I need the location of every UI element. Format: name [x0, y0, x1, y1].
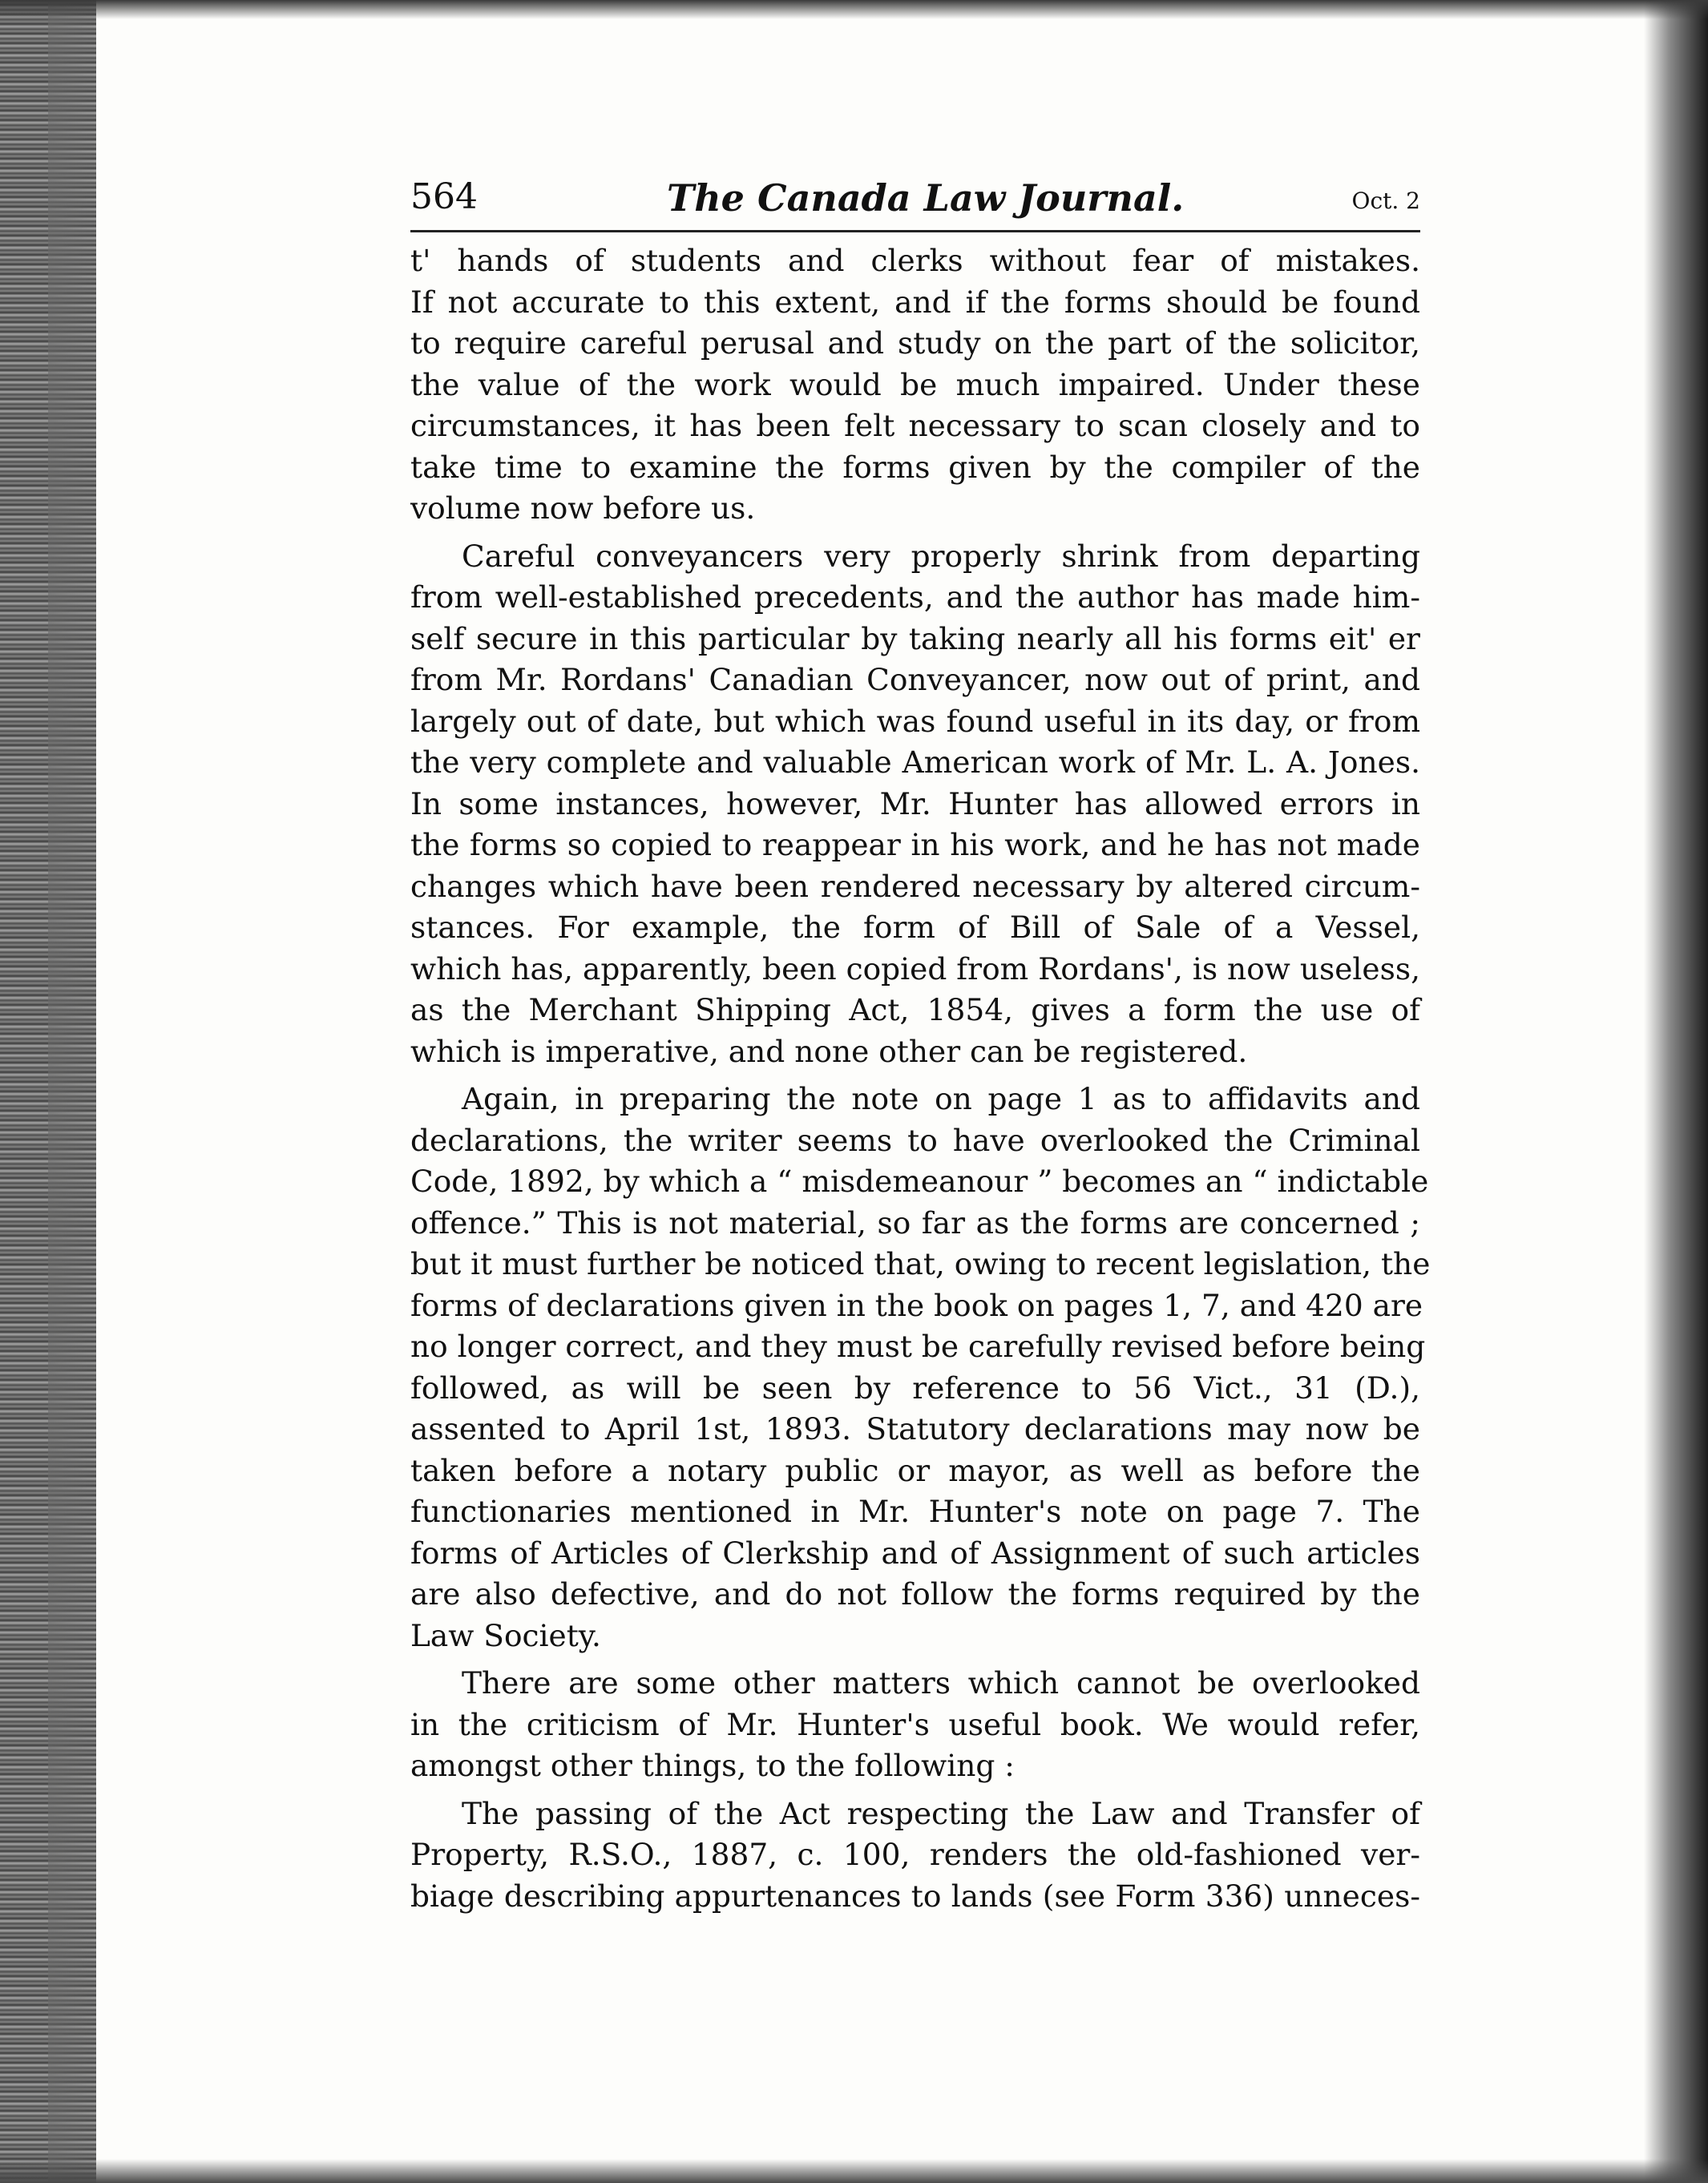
text-line: no longer correct, and they must be carefully revised before being: [410, 1329, 1426, 1364]
text-line: followed, as will be seen by reference to 56 Vict., 31 (D.),: [410, 1370, 1420, 1406]
text-line: Again, in preparing the note on page 1 as to affidavits and: [462, 1081, 1420, 1116]
text-line: forms of Articles of Clerkship and of Assignment of such articles: [410, 1535, 1420, 1571]
paragraph-gap: [410, 1787, 1420, 1794]
page-number: 564: [410, 176, 478, 217]
text-line: changes which have been rendered necessary by altered circum-: [410, 868, 1420, 904]
text-line: from Mr. Rordans' Canadian Conveyancer, now out of print, and: [410, 662, 1420, 697]
text-line: There are some other matters which cannot be overlooked: [462, 1665, 1420, 1701]
text-line: t' hands of students and clerks without fear of mistakes.: [410, 243, 1420, 278]
text-line: which has, apparently, been copied from Rordans', is now useless,: [410, 950, 1420, 987]
paragraph-gap: [410, 1656, 1420, 1663]
paragraph-gap: [410, 1072, 1420, 1079]
text-line: the very complete and valuable American work of Mr. L. A. Jones.: [410, 744, 1420, 780]
text-line: from well-established precedents, and the author has made him-: [410, 579, 1420, 615]
text-line: largely out of date, but which was found useful in its day, or from: [410, 703, 1420, 739]
text-line: offence.” This is not material, so far as the forms are concerned ;: [410, 1204, 1420, 1241]
text-line: functionaries mentioned in Mr. Hunter's note on page 7. The: [410, 1494, 1420, 1529]
text-line: as the Merchant Shipping Act, 1854, gives a form the use of: [410, 992, 1420, 1027]
text-line: In some instances, however, Mr. Hunter has allowed errors in: [410, 785, 1420, 821]
scan-edge-right: [1644, 0, 1708, 2183]
text-line: declarations, the writer seems to have overlooked the Criminal: [410, 1122, 1420, 1158]
text-line: take time to examine the forms given by the compiler of the: [410, 449, 1420, 485]
text-line: forms of declarations given in the book on pages 1, 7, and 420 are: [410, 1287, 1423, 1323]
text-line: taken before a notary public or mayor, as well as before the: [410, 1452, 1420, 1488]
scan-edge-bottom: [0, 2159, 1708, 2183]
text-line: self secure in this particular by taking nearly all his forms eit' er: [410, 620, 1420, 656]
text-line-last: Law Society.: [410, 1617, 601, 1653]
text-line: If not accurate to this extent, and if the forms should be found: [410, 284, 1420, 320]
running-title: The Canada Law Journal.: [667, 176, 1185, 220]
text-line: but it must further be noticed that, owing to recent legislation, the: [410, 1246, 1431, 1281]
text-line-last: amongst other things, to the following :: [410, 1748, 1015, 1783]
page-date: Oct. 2: [1351, 188, 1420, 214]
paragraph: [410, 240, 1420, 530]
text-line: Property, R.S.O., 1887, c. 100, renders the old-fashioned ver-: [410, 1837, 1420, 1872]
header-rule: [410, 230, 1420, 232]
text-line: to require careful perusal and study on the part of the solicitor,: [410, 325, 1420, 361]
text-line: the value of the work would be much impaired. Under these: [410, 366, 1420, 402]
text-line-last: which is imperative, and none other can be registered.: [410, 1033, 1248, 1069]
text-line-last: volume now before us.: [410, 490, 756, 526]
paragraph: [410, 1079, 1431, 1656]
page-header: [410, 170, 1420, 226]
scan-edge-top: [0, 0, 1708, 19]
article-body: [410, 240, 1431, 1917]
scan-edge-left: [0, 0, 96, 2183]
paragraph: [410, 1663, 1420, 1787]
text-line: stances. For example, the form of Bill of Sale of a Vessel,: [410, 910, 1420, 945]
text-line: the forms so copied to reappear in his work, and he has not made: [410, 827, 1420, 862]
text-line: in the criticism of Mr. Hunter's useful book. We would refer,: [410, 1706, 1420, 1742]
text-line: Code, 1892, by which a “ misdemeanour ” becomes an “ indictable: [410, 1164, 1429, 1199]
text-line: The passing of the Act respecting the Law and Transfer of: [462, 1795, 1420, 1831]
paragraph-gap: [410, 530, 1420, 536]
text-line: are also defective, and do not follow the forms required by the: [410, 1576, 1420, 1612]
paragraph: [410, 536, 1420, 1073]
text-line: biage describing appurtenances to lands (see Form 336) unneces-: [410, 1878, 1420, 1914]
paragraph: [410, 1794, 1420, 1918]
text-line: assented to April 1st, 1893. Statutory declarations may now be: [410, 1411, 1420, 1447]
text-line: Careful conveyancers very properly shrink from departing: [462, 538, 1420, 574]
text-line: circumstances, it has been felt necessary to scan closely and to: [410, 408, 1420, 443]
